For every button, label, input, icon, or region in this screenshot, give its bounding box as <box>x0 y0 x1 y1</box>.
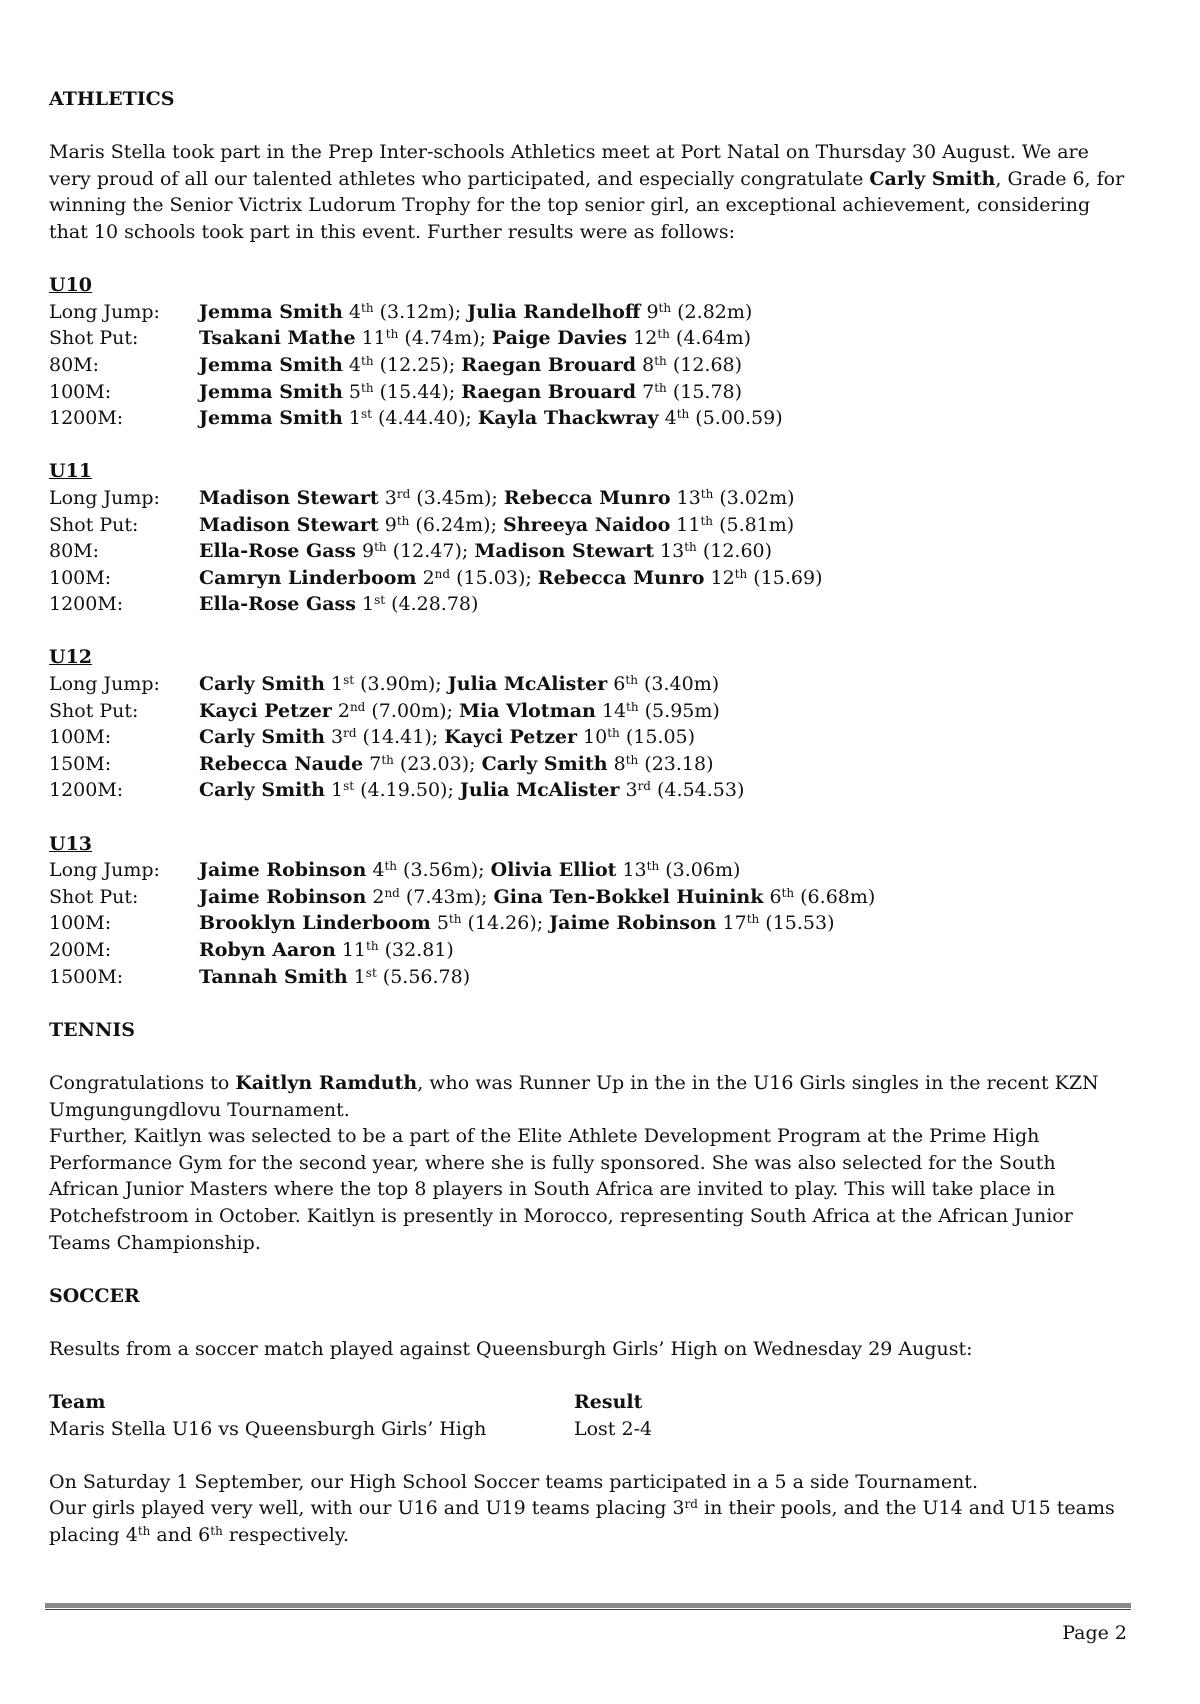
event-row <box>49 751 1129 778</box>
ordinal-suffix: th <box>625 752 639 767</box>
soccer-intro: Results from a soccer match played against Queensburgh Girls’ High on Wednesday 29 August: <box>49 1337 973 1360</box>
age-group-label: U13 <box>49 832 93 855</box>
event-name: 1200M: <box>49 593 124 616</box>
event-results: Ella-Rose Gass 9th (12.47); Madison Stewart 13th (12.60) <box>199 540 773 563</box>
event-row <box>49 512 1129 539</box>
event-results: Carly Smith 1st (3.90m); Julia McAlister 6th (3.40m) <box>199 673 720 696</box>
event-name: 80M: <box>49 540 100 563</box>
event-row <box>49 325 1129 352</box>
event-row <box>49 698 1129 725</box>
athlete-name: Rebecca Munro <box>537 566 705 589</box>
age-group-u11 <box>49 458 1129 618</box>
athlete-name: Julia Randelhoff <box>467 300 641 323</box>
ordinal-suffix: th <box>396 513 410 528</box>
athlete-name: Robyn Aaron <box>199 939 336 961</box>
ordinal-suffix: rd <box>637 779 651 794</box>
age-group-u13 <box>49 831 1129 991</box>
athlete-name: Tsakani Mathe <box>199 327 356 350</box>
ordinal-suffix: rd <box>684 1497 698 1512</box>
age-group-label: U11 <box>49 460 93 483</box>
ordinal-suffix: th <box>381 752 394 767</box>
athlete-name: Brooklyn Linderboom <box>199 912 431 935</box>
ordinal-suffix: th <box>625 673 638 688</box>
athlete-name: Jaime Robinson <box>199 859 367 882</box>
athletics-section <box>49 86 1129 1017</box>
athlete-name: Madison Stewart <box>199 513 379 536</box>
soccer-paragraph-3 <box>49 1495 1129 1548</box>
result-cell: Lost 2-4 <box>574 1417 653 1440</box>
ordinal-suffix: th <box>607 726 620 741</box>
event-row <box>49 671 1129 698</box>
ordinal-suffix: th <box>137 1524 151 1539</box>
ordinal-suffix: th <box>361 353 374 368</box>
event-results: Jemma Smith 1st (4.44.40); Kayla Thackwray 4th (5.00.59) <box>199 407 783 430</box>
athlete-name: Rebecca Munro <box>503 486 671 509</box>
event-results: Robyn Aaron 11th (32.81) <box>199 939 454 961</box>
text-run: Our girls played very well, with our U16 and U19 teams placing 3 <box>49 1497 685 1520</box>
athlete-name: Tannah Smith <box>199 965 348 988</box>
ordinal-suffix: th <box>361 380 374 395</box>
ordinal-suffix: st <box>365 965 377 980</box>
event-results: Jemma Smith 5th (15.44); Raegan Brouard 7th (15.78) <box>199 380 743 403</box>
event-row <box>49 405 1129 432</box>
event-results: Ella-Rose Gass 1st (4.28.78) <box>199 593 479 616</box>
ordinal-suffix: th <box>658 300 672 315</box>
event-results: Carly Smith 3rd (14.41); Kayci Petzer 10th (15.05) <box>199 726 696 749</box>
column-header-team: Team <box>49 1391 106 1414</box>
athlete-name: Rebecca Naude <box>199 752 364 775</box>
event-name: 200M: <box>49 939 112 961</box>
athlete-name: Carly Smith <box>199 726 325 749</box>
ordinal-suffix: th <box>654 353 667 368</box>
event-results: Tsakani Mathe 11th (4.74m); Paige Davies 12th (4.64m) <box>199 327 752 350</box>
athlete-name: Jaime Robinson <box>549 912 717 935</box>
event-results: Brooklyn Linderboom 5th (14.26); Jaime Robinson 17th (15.53) <box>199 912 835 935</box>
tennis-paragraph-2: Further, Kaitlyn was selected to be a part of the Elite Athlete Development Program at the Prime High Performance Gym for the second year, where she is fully sponsored. She was also selected for the South African Junior Masters where the top 8 players in South Africa are invited to play. This will take place in Potchefstroom in October. Kaitlyn is presently in Morocco, representing South Africa at the African Junior Teams Championship. <box>49 1125 1073 1254</box>
event-row <box>49 910 1129 937</box>
event-row <box>49 777 1129 804</box>
athlete-name: Carly Smith <box>199 673 325 696</box>
ordinal-suffix: th <box>210 1524 223 1539</box>
soccer-paragraph-2: On Saturday 1 September, our High School Soccer teams participated in a 5 a side Tournament. <box>49 1470 978 1493</box>
ordinal-suffix: nd <box>349 699 366 714</box>
athlete-name: Jemma Smith <box>199 300 343 323</box>
table-row <box>49 1416 1129 1443</box>
bold-name: Kaitlyn Ramduth <box>235 1071 418 1094</box>
ordinal-suffix: st <box>361 407 372 422</box>
age-group-label: U10 <box>49 274 93 297</box>
ordinal-suffix: th <box>384 859 397 874</box>
athlete-name: Jaime Robinson <box>199 885 367 908</box>
athlete-name: Jemma Smith <box>199 353 343 376</box>
event-results: Jaime Robinson 2nd (7.43m); Gina Ten-Bokkel Huinink 6th (6.68m) <box>199 885 876 908</box>
event-results: Tannah Smith 1st (5.56.78) <box>199 965 471 988</box>
ordinal-suffix: nd <box>384 885 400 900</box>
athlete-name: Madison Stewart <box>474 540 655 563</box>
text-run: , who was Runner Up in the in the U16 Girls singles in the recent KZN Umgungungdlovu Tournament. <box>49 1071 1099 1121</box>
event-row <box>49 352 1129 379</box>
athlete-name: Paige Davies <box>491 327 628 350</box>
event-name: 150M: <box>49 752 112 775</box>
athlete-name: Carly Smith <box>199 779 325 802</box>
event-row <box>49 724 1129 751</box>
event-name: 100M: <box>49 726 112 749</box>
ordinal-suffix: th <box>448 912 462 927</box>
event-row <box>49 485 1129 512</box>
footer-rule <box>45 1603 1131 1611</box>
event-name: 1200M: <box>49 407 124 430</box>
page-number: Page 2 <box>1062 1622 1127 1644</box>
athlete-name: Kayci Petzer <box>444 726 578 749</box>
event-results: Jemma Smith 4th (12.25); Raegan Brouard 8th (12.68) <box>199 353 743 376</box>
text-run: , Grade 6, for winning the Senior Victrix Ludorum Trophy for the top senior girl, an exceptional achievement, considering that 10 schools took part in this event. Further results were as follows: <box>49 167 1125 243</box>
ordinal-suffix: th <box>676 407 690 422</box>
event-name: 100M: <box>49 912 112 935</box>
soccer-section <box>49 1283 1129 1549</box>
ordinal-suffix: th <box>654 380 667 395</box>
event-row <box>49 299 1129 326</box>
tennis-paragraph-1 <box>49 1070 1129 1123</box>
athlete-name: Mia Vlotman <box>459 699 596 722</box>
team-cell: Maris Stella U16 vs Queensburgh Girls’ High <box>49 1417 487 1440</box>
ordinal-suffix: th <box>700 513 714 528</box>
event-name: Shot Put: <box>49 327 139 350</box>
ordinal-suffix: st <box>374 593 386 608</box>
athlete-name: Raegan Brouard <box>461 380 637 403</box>
ordinal-suffix: th <box>626 699 639 714</box>
athlete-name: Ella-Rose Gass <box>199 593 356 616</box>
athlete-name: Shreeya Naidoo <box>503 513 671 536</box>
ordinal-suffix: th <box>646 859 660 874</box>
ordinal-suffix: th <box>385 327 399 342</box>
event-results: Rebecca Naude 7th (23.03); Carly Smith 8th (23.18) <box>199 752 714 775</box>
tennis-heading: TENNIS <box>49 1018 135 1041</box>
event-name: Long Jump: <box>49 300 160 323</box>
event-name: 100M: <box>49 380 112 403</box>
soccer-heading: SOCCER <box>49 1284 140 1307</box>
athlete-name: Gina Ten-Bokkel Huinink <box>493 885 764 908</box>
athlete-name: Kayla Thackwray <box>477 407 659 430</box>
ordinal-suffix: th <box>366 939 379 953</box>
athlete-name: Raegan Brouard <box>461 353 637 376</box>
event-row <box>49 937 1129 964</box>
event-name: 1200M: <box>49 779 124 802</box>
event-name: Shot Put: <box>49 513 139 536</box>
event-name: Long Jump: <box>49 673 160 696</box>
athlete-name: Ella-Rose Gass <box>199 540 356 563</box>
athlete-name: Camryn Linderboom <box>199 566 417 589</box>
ordinal-suffix: th <box>746 912 760 927</box>
ordinal-suffix: th <box>657 327 670 342</box>
age-group-u12 <box>49 644 1129 804</box>
event-row <box>49 857 1129 884</box>
athlete-name: Julia McAlister <box>447 673 608 696</box>
athletics-intro <box>49 139 1129 245</box>
ordinal-suffix: th <box>361 300 374 315</box>
event-results: Madison Stewart 3rd (3.45m); Rebecca Munro 13th (3.02m) <box>199 486 795 509</box>
event-name: 80M: <box>49 353 100 376</box>
event-row <box>49 565 1129 592</box>
athlete-name: Madison Stewart <box>199 486 379 509</box>
ordinal-suffix: th <box>700 486 714 501</box>
athletics-heading: ATHLETICS <box>49 88 175 110</box>
event-row <box>49 379 1129 406</box>
text-run: Maris Stella took part in the Prep Inter-schools Athletics meet at Port Natal on Thursday 30 August. We are very proud of all our talented athletes who participated, and especially congratulate <box>49 141 1089 190</box>
event-name: 1500M: <box>49 965 124 988</box>
text-run: in their pools, and the U14 and U15 teams placing 4 <box>49 1497 1115 1547</box>
event-row <box>49 538 1129 565</box>
text-run: and 6 <box>150 1524 211 1547</box>
ordinal-suffix: th <box>374 540 387 555</box>
athlete-name: Jemma Smith <box>199 407 343 430</box>
event-results: Kayci Petzer 2nd (7.00m); Mia Vlotman 14th (5.95m) <box>199 699 720 722</box>
athlete-name: Carly Smith <box>481 752 608 775</box>
event-name: Shot Put: <box>49 885 139 908</box>
ordinal-suffix: th <box>734 566 748 581</box>
text-run: Congratulations to <box>49 1071 236 1094</box>
ordinal-suffix: nd <box>434 566 451 581</box>
column-header-result: Result <box>574 1391 643 1414</box>
soccer-table-header <box>49 1389 1129 1416</box>
athlete-name: Kayci Petzer <box>199 699 332 722</box>
text-run: respectively. <box>222 1524 350 1547</box>
ordinal-suffix: th <box>684 540 697 555</box>
athlete-name: Olivia Elliot <box>490 859 617 882</box>
ordinal-suffix: st <box>343 779 355 794</box>
ordinal-suffix: st <box>343 673 355 688</box>
event-name: Long Jump: <box>49 486 160 509</box>
ordinal-suffix: rd <box>396 486 411 501</box>
age-group-label: U12 <box>49 646 93 669</box>
event-row <box>49 884 1129 911</box>
age-group-u10 <box>49 272 1129 432</box>
event-results: Carly Smith 1st (4.19.50); Julia McAlister 3rd (4.54.53) <box>199 779 745 802</box>
event-results: Jaime Robinson 4th (3.56m); Olivia Elliot 13th (3.06m) <box>199 859 741 882</box>
tennis-section <box>49 1017 1129 1283</box>
event-row <box>49 591 1129 618</box>
ordinal-suffix: rd <box>343 726 357 741</box>
event-results: Madison Stewart 9th (6.24m); Shreeya Naidoo 11th (5.81m) <box>199 513 795 536</box>
athletics-results <box>49 272 1129 1017</box>
athlete-name: Jemma Smith <box>199 380 343 403</box>
document-page <box>49 0 1129 1549</box>
athlete-name: Julia McAlister <box>459 779 620 802</box>
ordinal-suffix: th <box>781 885 795 900</box>
event-results: Jemma Smith 4th (3.12m); Julia Randelhoff 9th (2.82m) <box>199 300 753 323</box>
bold-name: Carly Smith <box>869 167 996 190</box>
event-name: Long Jump: <box>49 859 160 882</box>
event-row <box>49 964 1129 991</box>
event-name: Shot Put: <box>49 699 139 722</box>
event-results: Camryn Linderboom 2nd (15.03); Rebecca Munro 12th (15.69) <box>199 566 823 589</box>
event-name: 100M: <box>49 566 112 589</box>
